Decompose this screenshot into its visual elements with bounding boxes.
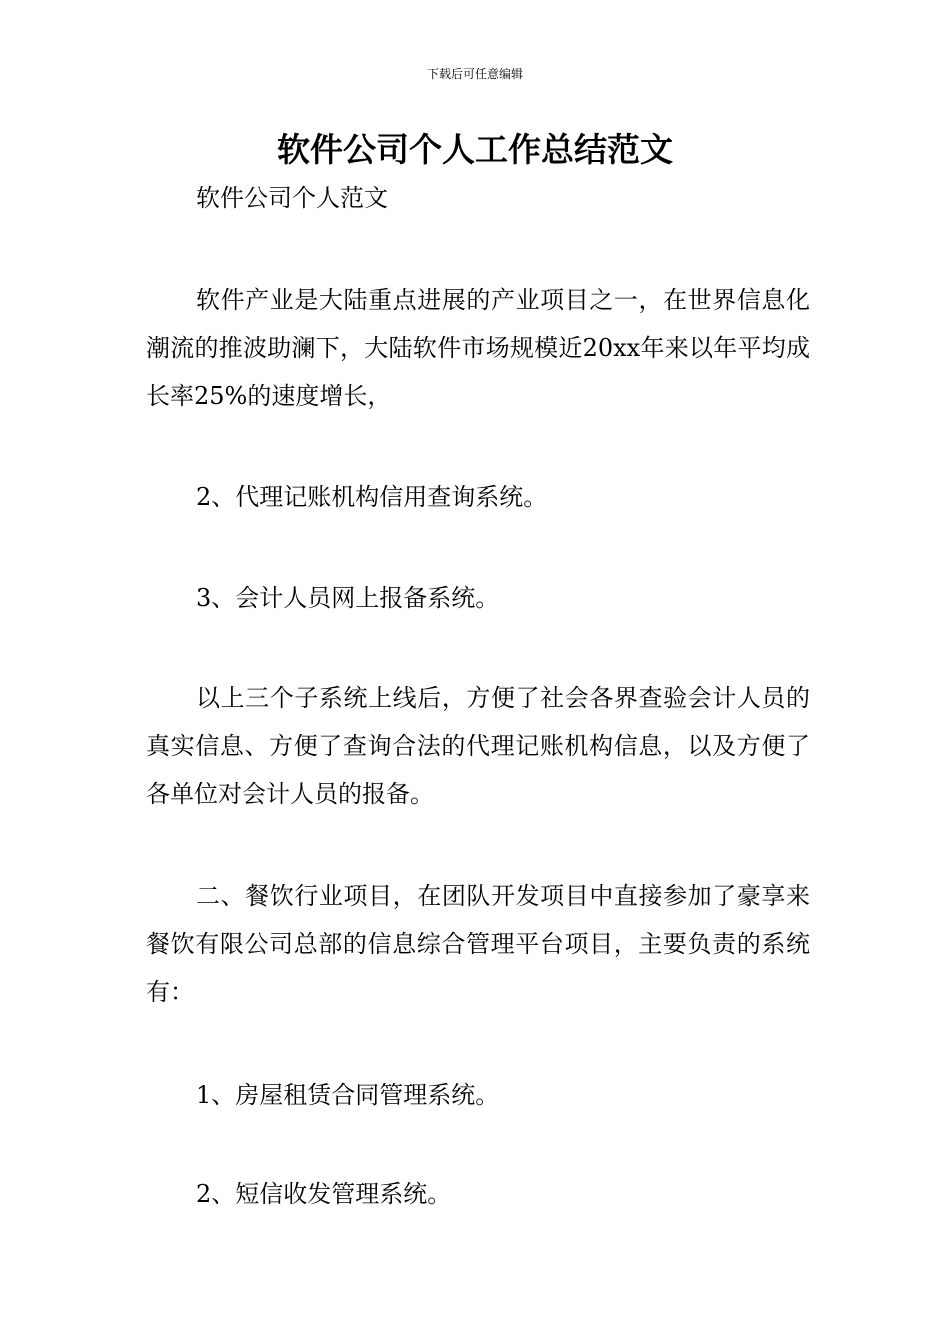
list-item: 2、短信收发管理系统。 [196,1180,452,1208]
header-note: 下载后可任意编辑 [426,67,523,81]
document-title: 软件公司个人工作总结范文 [277,130,673,169]
list-item: 3、会计人员网上报备系统。 [196,584,500,612]
list-item: 1、房屋租赁合同管理系统。 [196,1081,500,1109]
document-subtitle: 软件公司个人范文 [196,184,388,212]
list-item: 2、代理记账机构信用查询系统。 [196,483,548,511]
paragraph-catering-project: 二、餐饮行业项目，在团队开发项目中直接参加了豪享来餐饮有限公司总部的信息综合管理平台项目，主要负责的系统有： [146,882,810,1006]
paragraph-intro: 软件产业是大陆重点进展的产业项目之一，在世界信息化潮流的推波助澜下，大陆软件市场规模近20xx年来以年平均成长率25%的速度增长， [146,286,810,410]
paragraph-summary: 以上三个子系统上线后，方便了社会各界查验会计人员的真实信息、方便了查询合法的代理记账机构信息，以及方便了各单位对会计人员的报备。 [146,684,810,808]
